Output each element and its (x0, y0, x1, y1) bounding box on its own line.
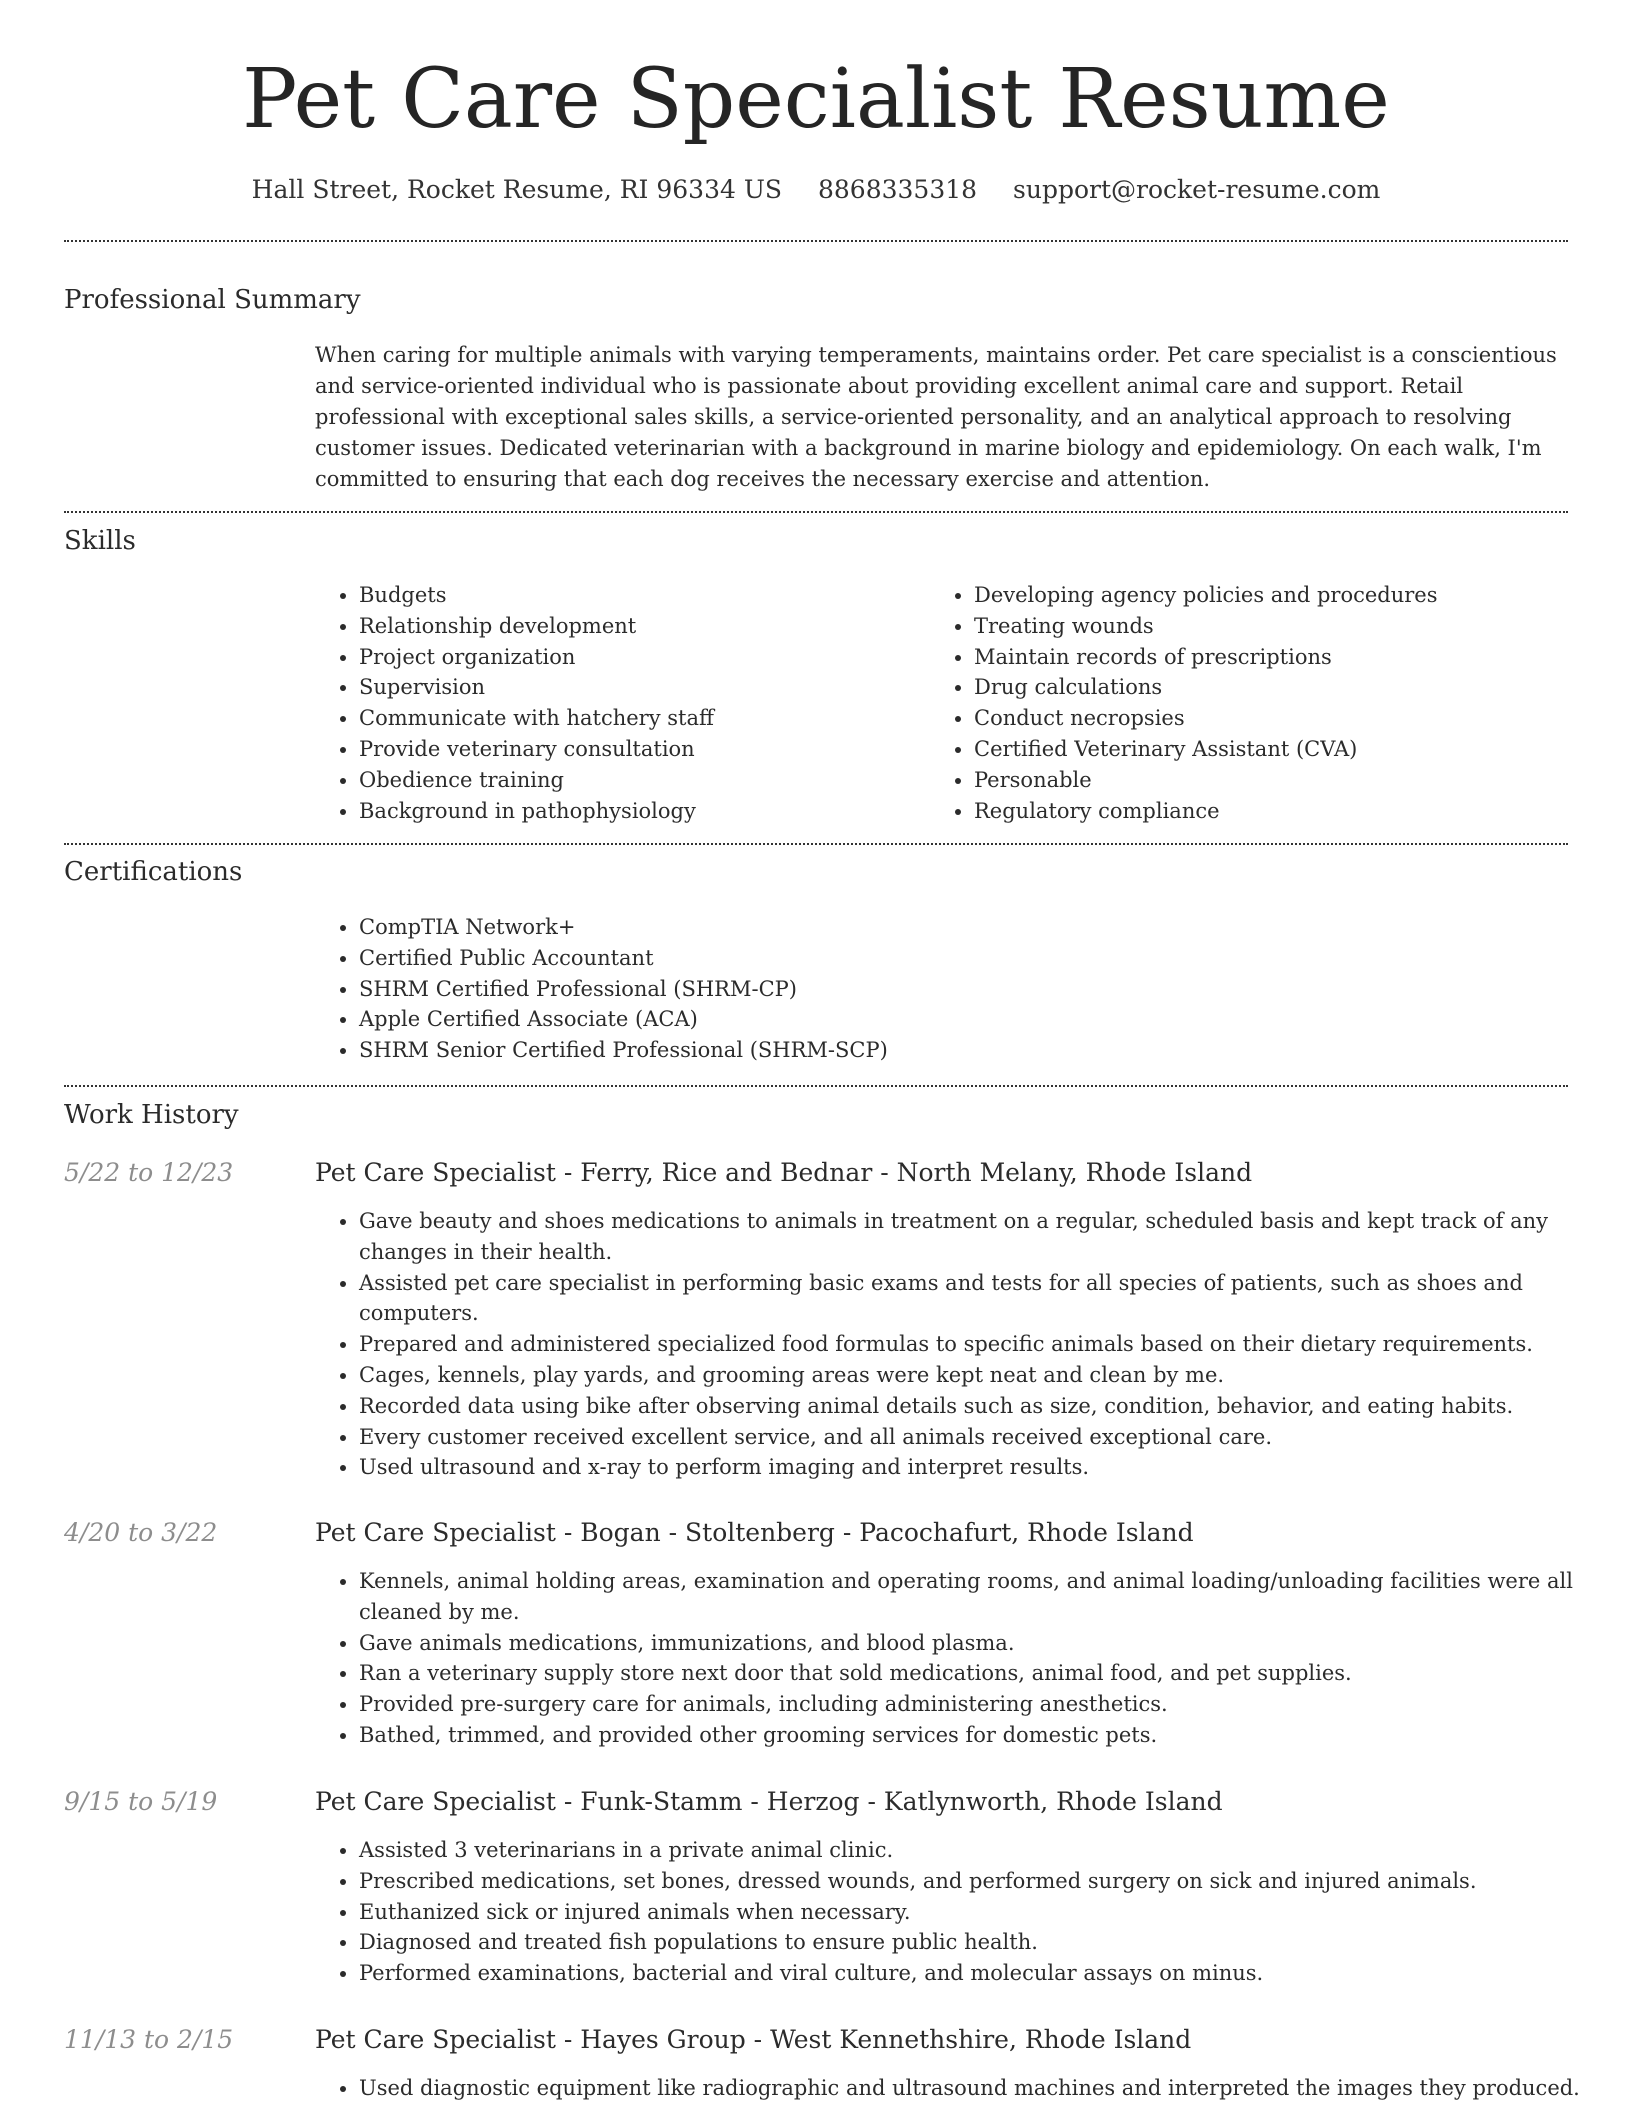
contact-email: support@rocket-resume.com (1013, 175, 1381, 204)
job-bullet: • Recorded data using bike after observing animal details such as size, condition, behavior, and eating habits. (359, 1391, 1609, 1422)
job-bullet: • Prescribed medications, set bones, dressed wounds, and performed surgery on sick and injured animals. (359, 1866, 1609, 1897)
job-dates: 9/15 to 5/19 (64, 1787, 218, 1816)
summary-text: When caring for multiple animals with varying temperaments, maintains order. Pet care specialist is a conscientious and service-oriented individual who is passionate about providing excellent animal care and support. Retail professional with exceptional sales skills, a service-oriented personality, and an analytical approach to resolving customer issues. Dedicated veterinarian with a background in marine biology and epidemiology. On each walk, I'm committed to ensuring that each dog receives the necessary exercise and attention. (315, 343, 1557, 491)
section-divider (64, 1085, 1568, 1087)
skill-item: • Developing agency policies and procedures (974, 580, 1594, 611)
skill-item: • Treating wounds (974, 611, 1594, 642)
skills-list-left (315, 580, 919, 826)
job-bullet: • Assisted 3 veterinarians in a private animal clinic. (359, 1835, 1609, 1866)
job-bullets (315, 1566, 1609, 1751)
job-title: Pet Care Specialist - Hayes Group - West Kennethshire, Rhode Island (315, 2025, 1192, 2054)
certifications-list (315, 912, 1559, 1066)
skill-item: • Relationship development (359, 611, 919, 642)
job-dates: 4/20 to 3/22 (64, 1518, 218, 1547)
job-bullets (315, 1206, 1609, 1483)
skill-item: • Certified Veterinary Assistant (CVA) (974, 734, 1594, 765)
work-history-heading: Work History (64, 1100, 239, 1130)
job-bullet: • Bathed, trimmed, and provided other grooming services for domestic pets. (359, 1720, 1609, 1751)
certification-item: • SHRM Certified Professional (SHRM-CP) (359, 974, 1559, 1005)
skill-item: • Drug calculations (974, 672, 1594, 703)
skill-item: • Personable (974, 765, 1594, 796)
job-bullet: • Diagnosed and treated fish populations to ensure public health. (359, 1927, 1609, 1958)
job-bullet: • Ran a veterinary supply store next door that sold medications, animal food, and pet supplies. (359, 1658, 1609, 1689)
skill-item: • Maintain records of prescriptions (974, 642, 1594, 673)
job-bullet: • Every customer received excellent service, and all animals received exceptional care. (359, 1422, 1609, 1453)
skills-list-right (930, 580, 1594, 826)
job-bullet: • Prepared and administered specialized food formulas to specific animals based on their dietary requirements. (359, 1329, 1609, 1360)
job-bullet: • Assisted pet care specialist in performing basic exams and tests for all species of patients, such as shoes and computers. (359, 1268, 1609, 1330)
job-title: Pet Care Specialist - Funk-Stamm - Herzog - Katlynworth, Rhode Island (315, 1787, 1223, 1816)
skill-item: • Project organization (359, 642, 919, 673)
skill-item: • Supervision (359, 672, 919, 703)
job-bullet: • Gave beauty and shoes medications to animals in treatment on a regular, scheduled basis and kept track of any changes in their health. (359, 1206, 1609, 1268)
job-bullet: • Performed examinations, bacterial and viral culture, and molecular assays on minus. (359, 1958, 1609, 1989)
job-bullet: • Kennels, animal holding areas, examination and operating rooms, and animal loading/unloading facilities were all cleaned by me. (359, 1566, 1609, 1628)
job-bullet: • Gave animals medications, immunizations, and blood plasma. (359, 1628, 1609, 1659)
job-bullet: • Euthanized sick or injured animals when necessary. (359, 1897, 1609, 1928)
job-bullet: • Provided pre-surgery care for animals, including administering anesthetics. (359, 1689, 1609, 1720)
certification-item: • Apple Certified Associate (ACA) (359, 1004, 1559, 1035)
job-bullet: • Used diagnostic equipment like radiographic and ultrasound machines and interpreted the images they produced. (359, 2073, 1609, 2104)
job-bullets (315, 1835, 1609, 1989)
skill-item: • Provide veterinary consultation (359, 734, 919, 765)
job-dates: 11/13 to 2/15 (64, 2025, 234, 2054)
skills-heading: Skills (64, 526, 136, 556)
resume-title: Pet Care Specialist Resume (242, 52, 1390, 147)
certifications-heading: Certifications (64, 857, 243, 887)
skill-item: • Regulatory compliance (974, 796, 1594, 827)
job-dates: 5/22 to 12/23 (64, 1158, 234, 1187)
certification-item: • Certified Public Accountant (359, 943, 1559, 974)
job-bullets (315, 2073, 1609, 2104)
job-bullet: • Used ultrasound and x-ray to perform imaging and interpret results. (359, 1452, 1609, 1483)
skill-item: • Budgets (359, 580, 919, 611)
skill-item: • Background in pathophysiology (359, 796, 919, 827)
certification-item: • SHRM Senior Certified Professional (SHRM-SCP) (359, 1035, 1559, 1066)
job-bullet: • Cages, kennels, play yards, and grooming areas were kept neat and clean by me. (359, 1360, 1609, 1391)
contact-address: Hall Street, Rocket Resume, RI 96334 US (251, 175, 783, 204)
skill-item: • Obedience training (359, 765, 919, 796)
contact-phone: 8868335318 (818, 175, 978, 204)
section-divider (64, 843, 1568, 845)
skill-item: • Communicate with hatchery staff (359, 703, 919, 734)
contact-line (0, 170, 1632, 210)
section-divider (64, 511, 1568, 513)
skill-item: • Conduct necropsies (974, 703, 1594, 734)
summary-heading: Professional Summary (64, 285, 361, 315)
certification-item: • CompTIA Network+ (359, 912, 1559, 943)
job-title: Pet Care Specialist - Ferry, Rice and Bednar - North Melany, Rhode Island (315, 1158, 1253, 1187)
section-divider (64, 240, 1568, 242)
job-title: Pet Care Specialist - Bogan - Stoltenberg - Pacochafurt, Rhode Island (315, 1518, 1194, 1547)
